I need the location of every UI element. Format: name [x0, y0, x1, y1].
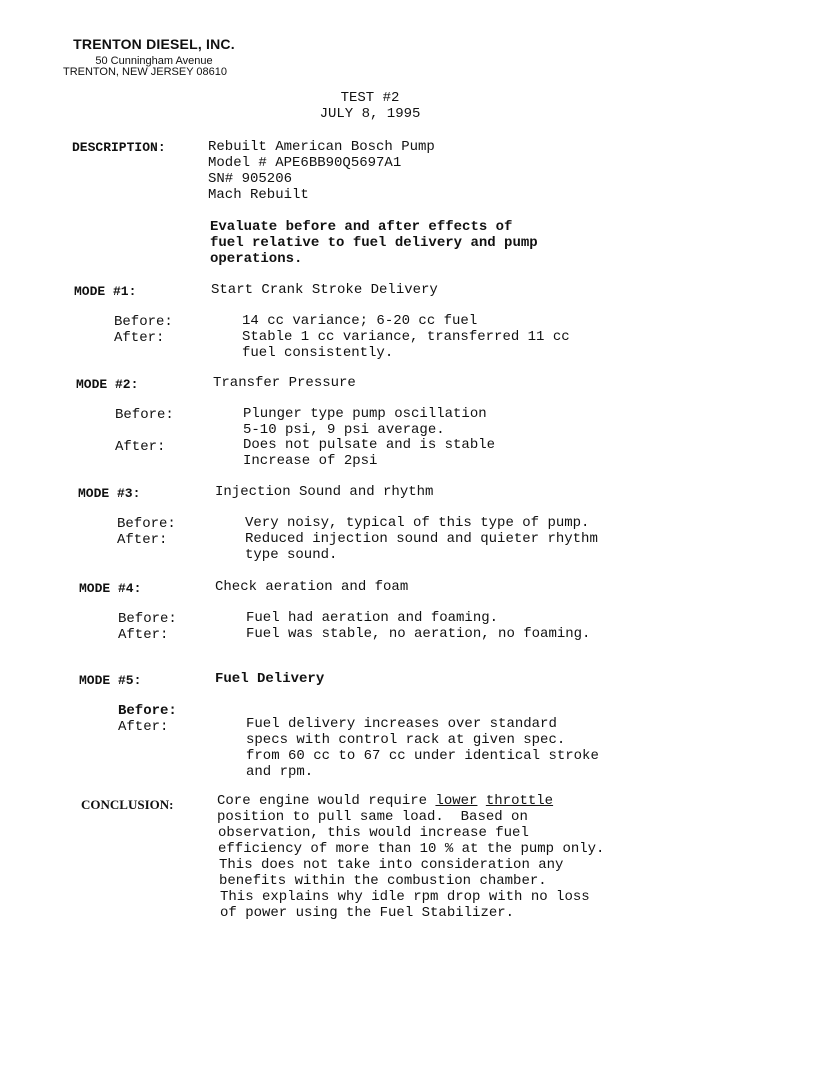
purpose-line: Evaluate before and after effects of [210, 219, 513, 235]
description-label: DESCRIPTION: [72, 140, 166, 155]
mode-3-after-label: After: [117, 532, 168, 548]
conclusion-line: efficiency of more than 10 % at the pump only. [218, 841, 605, 857]
mode-5-before-label: Before: [118, 703, 177, 719]
mode-1-before: 14 cc variance; 6-20 cc fuel [242, 313, 478, 329]
pump-type: Rebuilt American Bosch Pump [208, 139, 435, 155]
conclusion-line: benefits within the combustion chamber. [219, 873, 547, 889]
conclusion-line: observation, this would increase fuel [218, 825, 529, 841]
mode-5-after: Fuel delivery increases over standard [246, 716, 557, 732]
mode-4-after-label: After: [118, 627, 169, 643]
mode-4-label: MODE #4: [79, 581, 142, 596]
company-name: TRENTON DIESEL, INC. [73, 36, 235, 52]
mode-1-after-label: After: [114, 330, 165, 346]
pump-build: Mach Rebuilt [208, 187, 309, 203]
conclusion-label: CONCLUSION: [81, 797, 174, 812]
mode-2-label: MODE #2: [76, 377, 139, 392]
mode-5-label: MODE #5: [79, 673, 142, 688]
mode-3-title: Injection Sound and rhythm [215, 484, 434, 500]
purpose-line: operations. [210, 251, 303, 267]
conclusion-line: This explains why idle rpm drop with no loss [220, 889, 590, 905]
mode-3-after: Reduced injection sound and quieter rhythm [245, 531, 598, 547]
mode-2-before: 5-10 psi, 9 psi average. [243, 422, 445, 438]
conclusion-line: This does not take into consideration any [219, 857, 564, 873]
space [477, 793, 485, 809]
mode-2-before-label: Before: [115, 407, 174, 423]
purpose-line: fuel relative to fuel delivery and pump [210, 235, 538, 251]
mode-4-after: Fuel was stable, no aeration, no foaming. [246, 626, 591, 642]
mode-4-before-label: Before: [118, 611, 177, 627]
pump-model: Model # APE6BB90Q5697A1 [208, 155, 402, 171]
mode-5-after: and rpm. [246, 764, 314, 780]
conclusion-text: Core engine would require [217, 793, 436, 809]
mode-2-title: Transfer Pressure [213, 375, 356, 391]
mode-2-after-label: After: [115, 439, 166, 455]
pump-serial: SN# 905206 [208, 171, 293, 187]
mode-3-before-label: Before: [117, 516, 176, 532]
mode-2-before: Plunger type pump oscillation [243, 406, 487, 422]
mode-2-after: Increase of 2psi [243, 453, 378, 469]
mode-4-title: Check aeration and foam [215, 579, 409, 595]
mode-5-after: from 60 cc to 67 cc under identical stroke [246, 748, 599, 764]
mode-1-title: Start Crank Stroke Delivery [211, 282, 438, 298]
mode-3-label: MODE #3: [78, 486, 141, 501]
mode-5-after: specs with control rack at given spec. [246, 732, 566, 748]
underlined-word: throttle [485, 793, 554, 809]
mode-3-after: type sound. [245, 547, 338, 563]
company-street: 50 Cunningham Avenue [95, 55, 213, 67]
mode-5-title: Fuel Delivery [215, 671, 325, 687]
mode-1-before-label: Before: [114, 314, 173, 330]
mode-1-label: MODE #1: [74, 284, 137, 299]
mode-3-before: Very noisy, typical of this type of pump. [245, 515, 590, 531]
conclusion-line [217, 793, 553, 809]
test-number: TEST #2 [340, 90, 400, 106]
conclusion-line: of power using the Fuel Stabilizer. [220, 905, 515, 921]
mode-1-after: fuel consistently. [242, 345, 394, 361]
mode-1-after: Stable 1 cc variance, transferred 11 cc [242, 329, 570, 345]
mode-5-after-label: After: [118, 719, 169, 735]
company-city: TRENTON, NEW JERSEY 08610 [62, 66, 228, 78]
mode-4-before: Fuel had aeration and foaming. [246, 610, 499, 626]
underlined-word: lower [435, 793, 478, 809]
mode-2-after: Does not pulsate and is stable [243, 437, 496, 453]
conclusion-line: position to pull same load. Based on [217, 809, 528, 825]
test-date: JULY 8, 1995 [319, 106, 421, 122]
